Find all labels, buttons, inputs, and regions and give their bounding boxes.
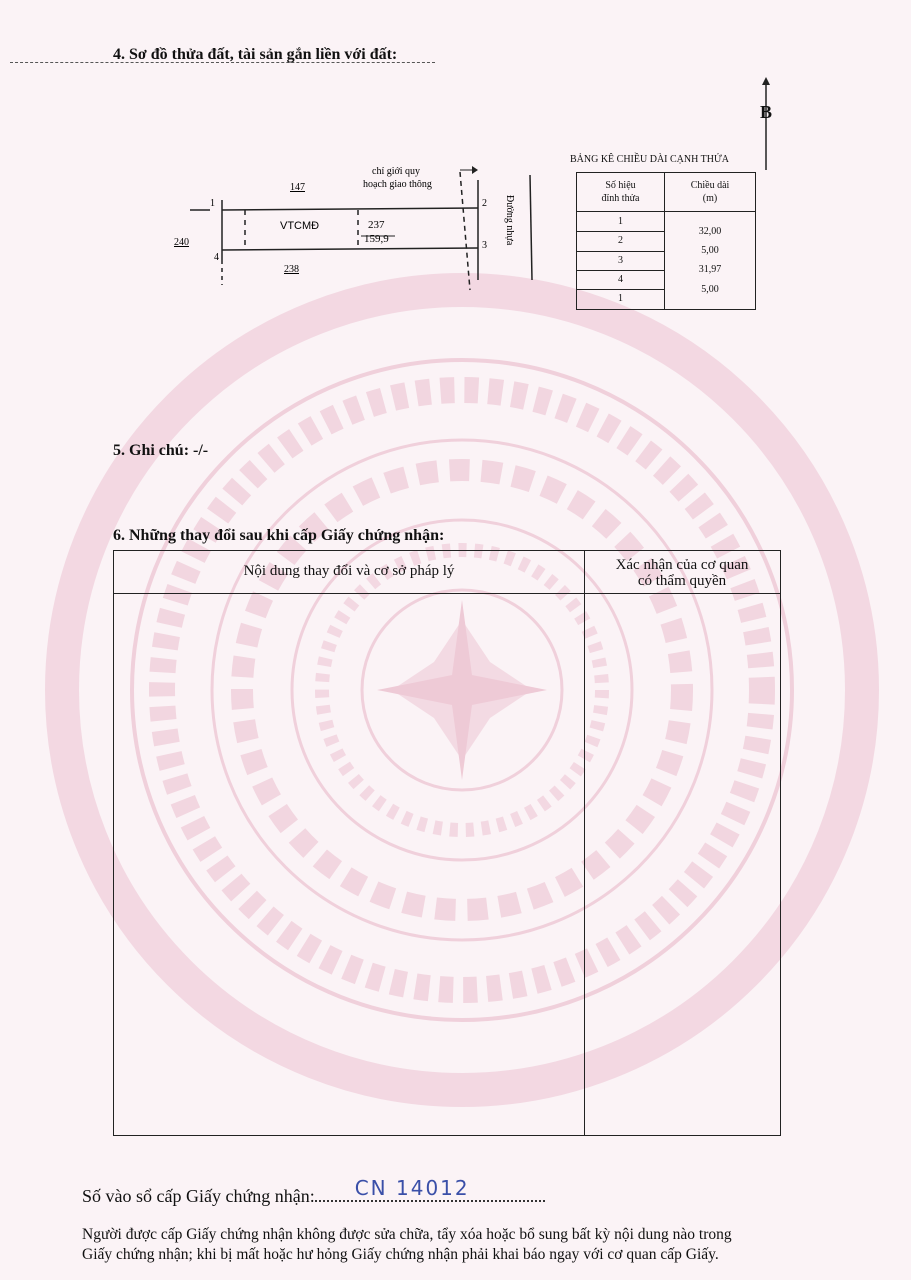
registration-number: CN 14012 <box>354 1176 470 1200</box>
road-boundary-line2: hoạch giao thông <box>363 179 432 190</box>
road-name: Đường nhựa <box>504 195 515 246</box>
point-cell: 3 <box>618 255 623 266</box>
point-cell: 4 <box>618 274 623 285</box>
edge-table-row-line-2 <box>577 251 664 252</box>
registration-line <box>82 1176 545 1207</box>
section-4-title: 4. Sơ đồ thửa đất, tài sản gắn liền với đất: <box>113 46 398 63</box>
edge-table-col1-header <box>577 179 664 205</box>
edge-table-row-line-1 <box>577 231 664 232</box>
footer-line-1: Người được cấp Giấy chứng nhận không được sửa chữa, tẩy xóa hoặc bổ sung bất kỳ nội dung nào trong <box>82 1226 732 1243</box>
vertex-2: 2 <box>482 198 487 209</box>
edge-table-row-line-4 <box>577 289 664 290</box>
vertex-3: 3 <box>482 240 487 251</box>
parcel-240-label: 240 <box>174 237 189 248</box>
changes-table <box>113 550 781 1136</box>
section-5-title: 5. Ghi chú: -/- <box>113 442 209 459</box>
point-cell: 2 <box>618 235 623 246</box>
parcel-area: 159,9 <box>364 233 389 245</box>
land-plot-diagram <box>160 150 580 300</box>
length-cell: 5,00 <box>701 245 719 256</box>
north-label: B <box>760 102 773 122</box>
edge-table <box>576 172 756 310</box>
parcel-238-label: 238 <box>284 264 299 275</box>
edge-table-title: BẢNG KÊ CHIỀU DÀI CẠNH THỬA <box>570 154 729 165</box>
edge-table-divider-h <box>577 211 755 212</box>
changes-table-divider-v <box>584 551 585 1135</box>
confirmation-header-line1: Xác nhận của cơ quan <box>615 557 749 573</box>
point-cell: 1 <box>618 293 623 304</box>
length-cell: 31,97 <box>698 264 722 275</box>
changes-content-header: Nội dung thay đổi và cơ sở pháp lý <box>243 563 455 579</box>
parcel-number: 237 <box>368 219 385 231</box>
footer-line-2: Giấy chứng nhận; khi bị mất hoặc hư hỏng Giấy chứng nhận phải khai báo ngay với cơ quan cấp Giấy. <box>82 1246 719 1263</box>
vertex-1: 1 <box>210 198 215 209</box>
length-cell: 32,00 <box>698 226 722 237</box>
length-cell: 5,00 <box>701 284 719 295</box>
col2-line1: Chiều dài <box>690 180 730 191</box>
changes-confirmation-header <box>584 557 780 589</box>
road-boundary-line1: chỉ giới quy <box>372 166 421 177</box>
parcel-land-type: VTCMĐ <box>280 220 320 232</box>
vertex-4: 4 <box>214 252 219 263</box>
registration-label: Số vào sổ cấp Giấy chứng nhận: <box>82 1186 315 1206</box>
edge-table-col2-header <box>665 179 755 205</box>
section-6-title: 6. Những thay đổi sau khi cấp Giấy chứng nhận: <box>113 527 445 544</box>
changes-table-divider-h <box>114 593 780 594</box>
col1-line1: Số hiệu <box>605 180 636 191</box>
col2-line2: (m) <box>702 193 718 204</box>
footer-notice <box>82 1225 862 1265</box>
point-cell: 1 <box>618 216 623 227</box>
edge-table-row-line-3 <box>577 270 664 271</box>
confirmation-header-line2: có thẩm quyền <box>637 573 727 589</box>
north-arrow-icon <box>752 75 782 175</box>
parcel-147-label: 147 <box>290 182 305 193</box>
col1-line2: đỉnh thửa <box>601 193 640 204</box>
registration-dots <box>315 1176 545 1202</box>
